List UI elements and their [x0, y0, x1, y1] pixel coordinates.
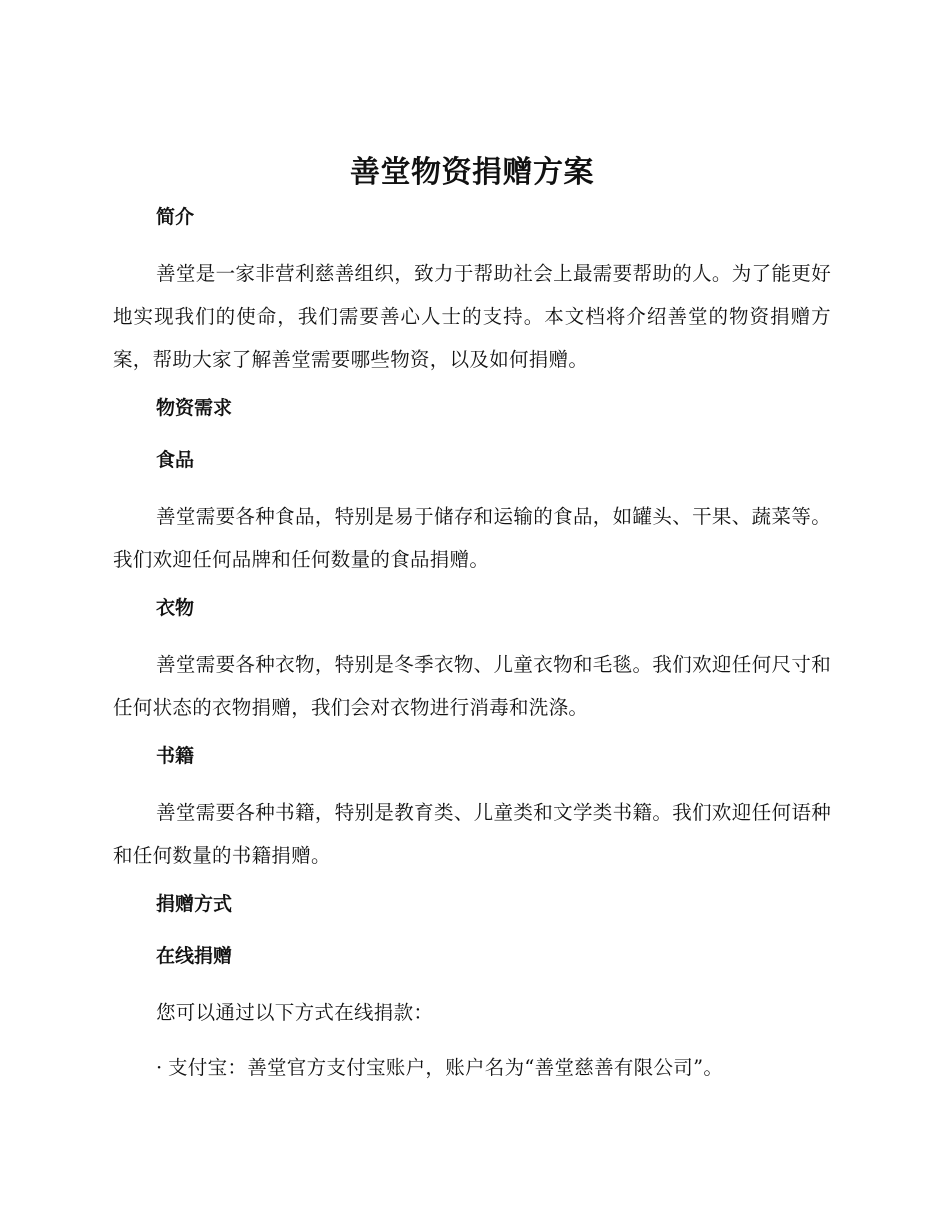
subheading-online: 在线捐赠 [156, 945, 233, 967]
section-heading-needs: 物资需求 [156, 397, 233, 419]
online-paragraph: 您可以通过以下方式在线捐款： [156, 1001, 434, 1024]
section-heading-methods: 捐赠方式 [156, 893, 233, 915]
intro-paragraph: 善堂是一家非营利慈善组织，致力于帮助社会上最需要帮助的人。为了能更好地实现我们的使命，我们需要善心人士的支持。本文档将介绍善堂的物资捐赠方案，帮助大家了解善堂需要哪些物资，以及如何捐赠。 [113, 262, 831, 371]
section-heading-intro: 简介 [156, 206, 195, 228]
food-paragraph: 善堂需要各种食品，特别是易于储存和运输的食品，如罐头、干果、蔬菜等。我们欢迎任何品牌和任何数量的食品捐赠。 [113, 505, 831, 571]
document-title: 善堂物资捐赠方案 [350, 155, 594, 190]
subheading-food: 食品 [156, 449, 195, 471]
document-page [113, 150, 831, 1089]
list-item-alipay [113, 1046, 831, 1089]
alipay-text: 支付宝：善堂官方支付宝账户，账户名为“善堂慈善有限公司”。 [168, 1056, 724, 1079]
subheading-books: 书籍 [156, 745, 195, 767]
clothes-paragraph: 善堂需要各种衣物，特别是冬季衣物、儿童衣物和毛毯。我们欢迎任何尺寸和任何状态的衣物捐赠，我们会对衣物进行消毒和洗涤。 [113, 653, 831, 719]
books-paragraph: 善堂需要各种书籍，特别是教育类、儿童类和文学类书籍。我们欢迎任何语种和任何数量的书籍捐赠。 [113, 801, 831, 867]
subheading-clothes: 衣物 [156, 597, 195, 619]
bullet-icon: · [156, 1056, 163, 1079]
